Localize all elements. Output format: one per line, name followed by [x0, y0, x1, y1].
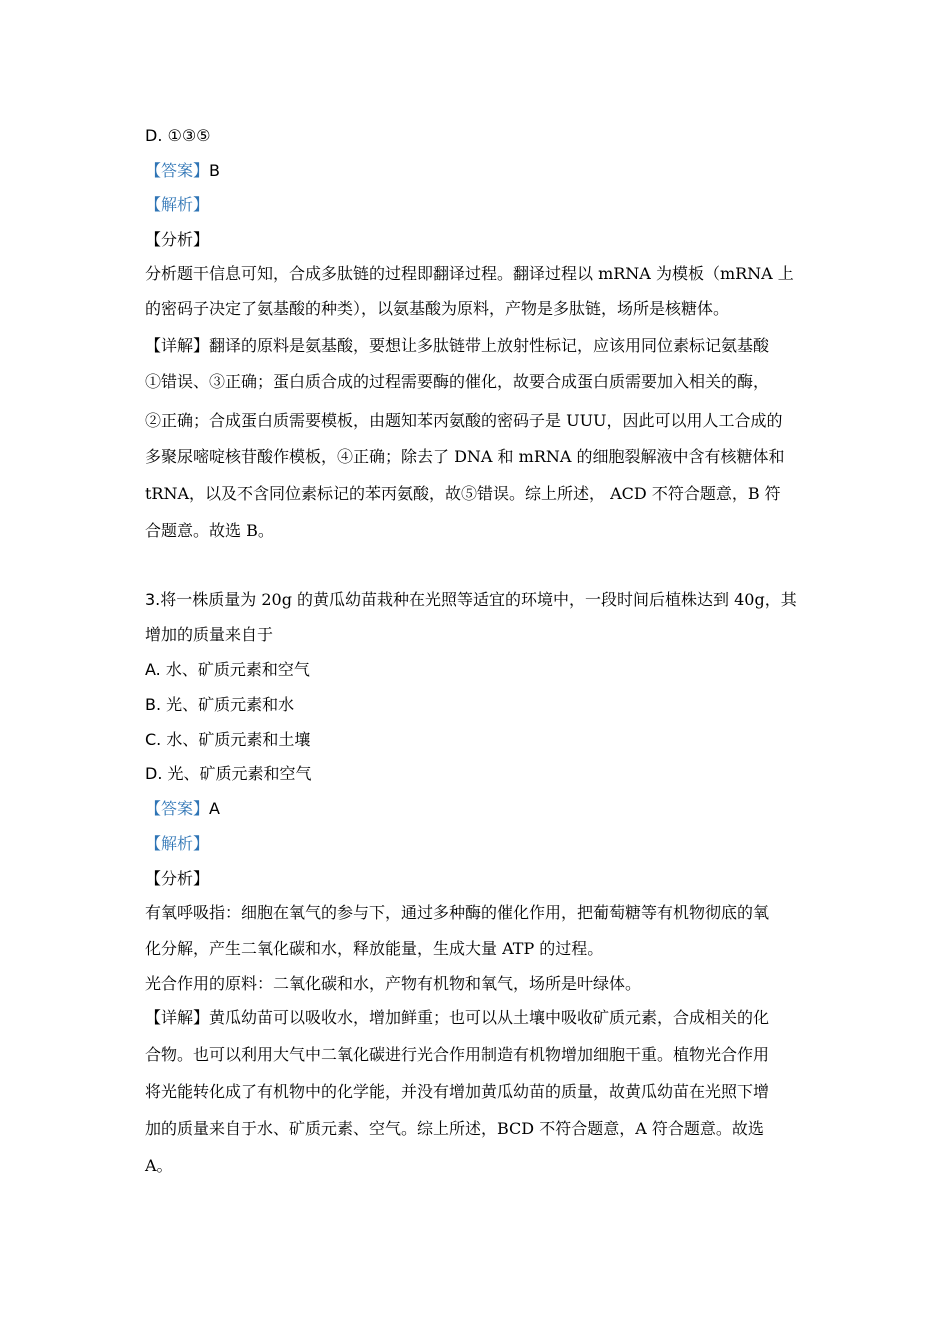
option-letter: D. [145, 764, 168, 783]
q3-detail-line: A。 [145, 1156, 173, 1175]
q3-fenxi-line: 光合作用的原料：二氧化碳和水，产物有机物和氧气，场所是叶绿体。 [145, 974, 642, 993]
q2-detail-line [145, 335, 815, 357]
q3-fenxi-line: 化分解，产生二氧化碳和水，释放能量，生成大量 ATP 的过程。 [145, 939, 604, 958]
q3-option-b [145, 694, 815, 717]
q3-detail-line: 合物。也可以利用大气中二氧化碳进行光合作用制造有机物增加细胞干重。植物光合作用 [145, 1045, 770, 1064]
q3-fenxi-tag: 【分析】 [145, 869, 210, 888]
detail-tag: 【详解】 [145, 1008, 210, 1027]
q3-answer-line [145, 798, 815, 820]
answer-value: A [209, 799, 220, 818]
q3-analysis-tag: 【解析】 [145, 834, 210, 853]
option-text: 光、矿质元素和空气 [167, 764, 312, 783]
answer-value: B [209, 161, 220, 180]
q2-analysis-tag: 【解析】 [145, 195, 210, 214]
q3-stem-line [145, 589, 815, 611]
option-text: 水、矿质元素和空气 [165, 660, 310, 679]
q2-detail-line: ①错误、③正确；蛋白质合成的过程需要酶的催化，故要合成蛋白质需要加入相关的酶， [145, 372, 770, 391]
q3-stem-line: 增加的质量来自于 [145, 625, 274, 644]
question-number: 3. [145, 590, 161, 609]
q3-option-a [145, 659, 815, 682]
option-letter: A. [145, 660, 166, 679]
q2-answer-line [145, 160, 815, 182]
q2-detail-line: 多聚尿嘧啶核苷酸作模板，④正确；除去了 DNA 和 mRNA 的细胞裂解液中含有核糖体和 [145, 447, 785, 466]
q2-fenxi-line: 的密码子决定了氨基酸的种类），以氨基酸为原料，产物是多肽链，场所是核糖体。 [145, 299, 730, 318]
q2-fenxi-tag: 【分析】 [145, 230, 210, 249]
q3-option-c [145, 729, 815, 752]
q2-option-d: D. ①③⑤ [145, 126, 211, 145]
q2-detail-line: ②正确；合成蛋白质需要模板，由题知苯丙氨酸的密码子是 UUU，因此可以用人工合成的 [145, 411, 783, 430]
q2-detail-line: tRNA，以及不含同位素标记的苯丙氨酸，故⑤错误。综上所述， ACD 不符合题意，B 符 [145, 484, 781, 503]
option-text: 水、矿质元素和土壤 [166, 730, 311, 749]
q3-option-d [145, 763, 815, 786]
q2-detail-line: 合题意。故选 B。 [145, 521, 274, 540]
q3-fenxi-line: 有氧呼吸指：细胞在氧气的参与下，通过多种酶的催化作用，把葡萄糖等有机物彻底的氧 [145, 903, 770, 922]
detail-text: 翻译的原料是氨基酸，要想让多肽链带上放射性标记，应该用同位素标记氨基酸 [209, 336, 770, 355]
option-letter: B. [145, 695, 167, 714]
option-text: 光、矿质元素和水 [166, 695, 295, 714]
q2-fenxi-line: 分析题干信息可知，合成多肽链的过程即翻译过程。翻译过程以 mRNA 为模板（mRNA 上 [145, 264, 794, 283]
detail-text: 黄瓜幼苗可以吸收水，增加鲜重；也可以从土壤中吸收矿质元素，合成相关的化 [209, 1008, 770, 1027]
answer-tag: 【答案】 [145, 799, 210, 818]
q3-detail-line: 加的质量来自于水、矿质元素、空气。综上所述，BCD 不符合题意，A 符合题意。故选 [145, 1119, 764, 1138]
q3-detail-line: 将光能转化成了有机物中的化学能，并没有增加黄瓜幼苗的质量，故黄瓜幼苗在光照下增 [145, 1082, 770, 1101]
q3-detail-line [145, 1007, 815, 1029]
q3-stem-text: 将一株质量为 20g 的黄瓜幼苗栽种在光照等适宜的环境中，一段时间后植株达到 40g，其 [160, 590, 797, 609]
answer-tag: 【答案】 [145, 161, 210, 180]
option-letter: C. [145, 730, 167, 749]
detail-tag: 【详解】 [145, 336, 210, 355]
